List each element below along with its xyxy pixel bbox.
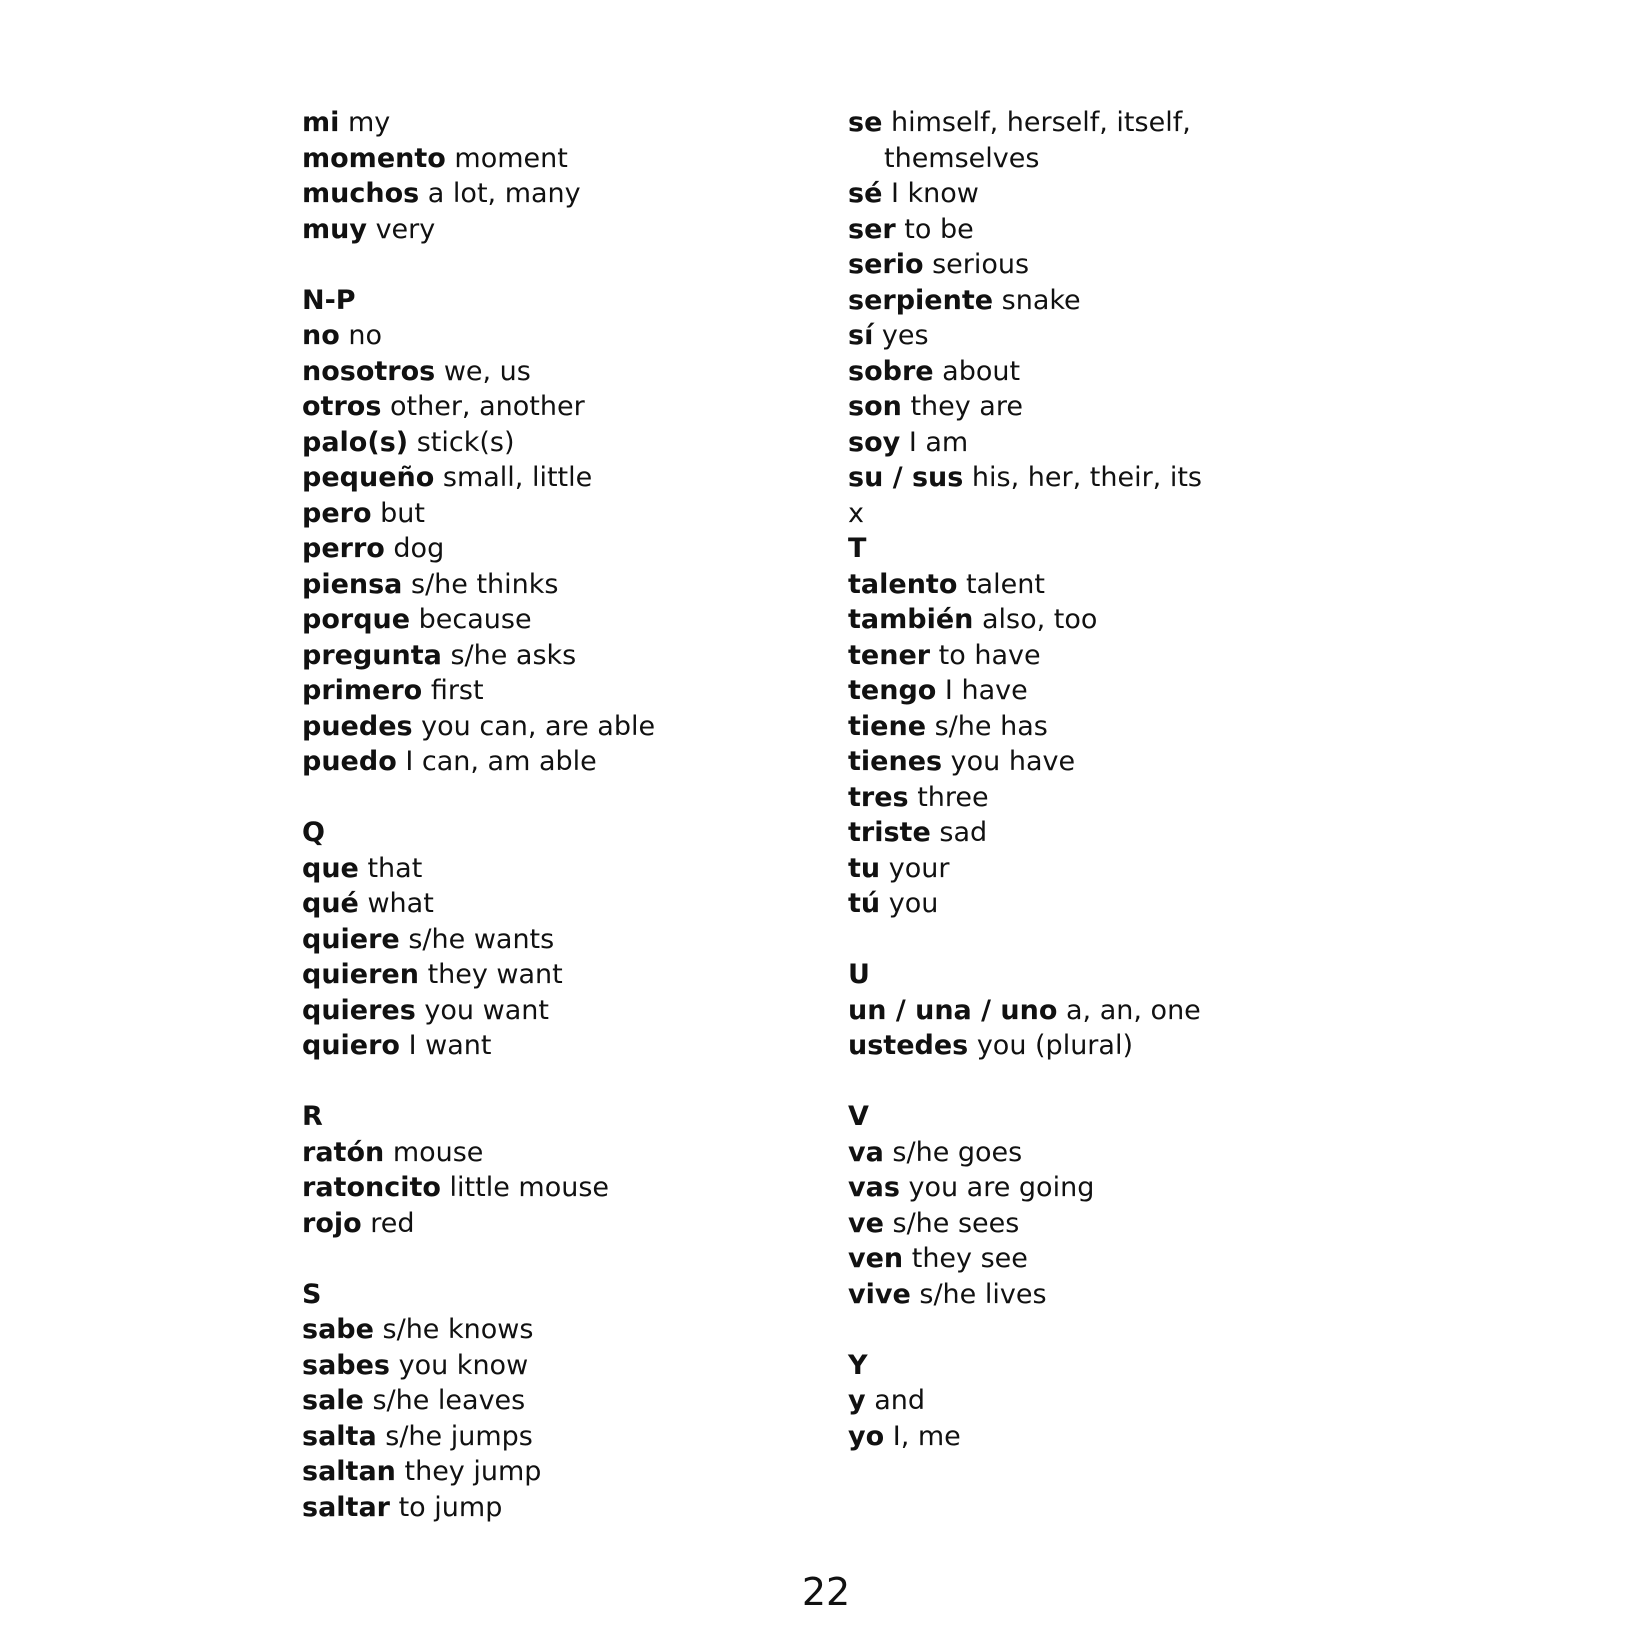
headword: qué [302, 888, 359, 919]
section-heading: Q [302, 817, 325, 848]
headword: ven [848, 1243, 904, 1274]
glossary-entry [848, 602, 1368, 638]
headword: tiene [848, 710, 927, 742]
definition: yes [881, 320, 929, 351]
glossary-entry [302, 1135, 822, 1171]
headword: son [848, 391, 902, 422]
glossary-entry [302, 460, 822, 496]
glossary-entry [302, 709, 822, 745]
definition: a, an, one [1066, 994, 1201, 1026]
definition: what [367, 888, 434, 919]
definition: a lot, many [427, 178, 581, 209]
definition: x [848, 497, 864, 529]
headword: ve [848, 1207, 884, 1239]
glossary-entry [302, 425, 822, 461]
glossary-entry [848, 815, 1368, 851]
headword: tres [848, 781, 909, 813]
headword: muy [302, 213, 367, 245]
glossary-entry [848, 709, 1368, 745]
definition: they are [910, 391, 1023, 422]
glossary-entry [302, 1206, 822, 1242]
glossary-entry [848, 1028, 1368, 1064]
definition: to jump [398, 1491, 503, 1523]
definition: you want [424, 994, 549, 1026]
glossary-entry [848, 176, 1368, 212]
headword: ser [848, 213, 896, 245]
glossary-entry [302, 1348, 822, 1384]
definition: also, too [981, 604, 1098, 635]
definition: you [888, 888, 939, 919]
glossary-entry [302, 389, 822, 425]
headword: su / sus [848, 462, 964, 493]
glossary-entry [302, 318, 822, 354]
definition: mouse [392, 1136, 484, 1168]
headword: ratoncito [302, 1172, 441, 1203]
definition: talent [965, 568, 1045, 600]
definition: to have [938, 639, 1041, 671]
definition: s/he has [934, 710, 1048, 742]
headword: sabe [302, 1314, 374, 1345]
definition: I have [944, 675, 1028, 706]
definition: and [874, 1385, 925, 1416]
glossary-section [302, 1277, 822, 1526]
headword: quiero [302, 1030, 400, 1061]
glossary-section [848, 1348, 1368, 1455]
section-heading: T [848, 533, 867, 564]
glossary-entry [848, 1170, 1368, 1206]
section-heading: Y [848, 1349, 868, 1381]
section-heading: R [302, 1101, 323, 1132]
glossary-entry [302, 141, 822, 177]
headword: mi [302, 107, 340, 138]
headword: saltan [302, 1456, 396, 1487]
glossary-entry [302, 496, 822, 532]
headword: saltar [302, 1491, 390, 1523]
glossary-entry [848, 212, 1368, 248]
headword: pero [302, 497, 372, 529]
definition: you have [950, 746, 1076, 777]
definition: s/he thinks [411, 568, 559, 600]
headword: momento [302, 142, 446, 174]
headword: quiere [302, 923, 400, 955]
definition: himself, herself, itself, [890, 107, 1191, 138]
definition: I want [408, 1030, 492, 1061]
glossary-entry [848, 638, 1368, 674]
page-number: 22 [801, 1570, 851, 1614]
section-heading: U [848, 959, 870, 990]
headword: pregunta [302, 639, 442, 671]
headword: un / una / uno [848, 994, 1058, 1026]
definition: no [348, 320, 383, 351]
definition: s/he lives [919, 1278, 1047, 1310]
headword: palo(s) [302, 426, 409, 458]
definition: you know [398, 1349, 529, 1381]
headword: tu [848, 852, 881, 884]
glossary-entry [848, 851, 1368, 887]
glossary-entry [848, 425, 1368, 461]
headword: porque [302, 604, 411, 635]
definition: I know [890, 178, 979, 209]
glossary-entry [848, 567, 1368, 603]
headword: piensa [302, 568, 403, 600]
glossary-entry [302, 1028, 822, 1064]
headword: serpiente [848, 284, 994, 316]
headword: se [848, 107, 883, 138]
glossary-entry [302, 922, 822, 958]
definition: to be [904, 213, 974, 245]
definition: your [888, 852, 950, 884]
glossary-entry [302, 176, 822, 212]
definition: I am [908, 426, 969, 458]
glossary-entry [302, 851, 822, 887]
definition: you can, are able [421, 710, 656, 742]
definition: because [418, 604, 532, 635]
glossary-entry [848, 460, 1368, 496]
glossary-entry [302, 105, 822, 141]
definition: three [917, 781, 989, 813]
glossary-section [848, 105, 1368, 531]
glossary-entry [302, 1170, 822, 1206]
glossary-entry [302, 638, 822, 674]
glossary-entry [302, 1490, 822, 1526]
definition: first [430, 675, 484, 706]
glossary-entry [848, 744, 1368, 780]
definition: s/he knows [382, 1314, 534, 1345]
glossary-entry [848, 993, 1368, 1029]
headword: sí [848, 320, 874, 351]
glossary-entry [848, 886, 1368, 922]
glossary-entry [302, 993, 822, 1029]
glossary-entry [848, 1135, 1368, 1171]
definition: they see [911, 1243, 1028, 1274]
glossary-entry [848, 283, 1368, 319]
glossary-entry [302, 602, 822, 638]
glossary-entry [848, 780, 1368, 816]
glossary-entry [848, 354, 1368, 390]
headword: tengo [848, 675, 937, 706]
headword: sabes [302, 1349, 391, 1381]
glossary-entry [302, 531, 822, 567]
headword: otros [302, 391, 382, 422]
definition: my [347, 107, 391, 138]
definition: small, little [442, 462, 593, 493]
glossary-entry [302, 1419, 822, 1455]
definition: s/he wants [408, 923, 555, 955]
glossary-entry [302, 673, 822, 709]
definition: red [370, 1207, 415, 1239]
glossary-entry [848, 1419, 1368, 1455]
headword: nosotros [302, 355, 436, 387]
glossary-entry [848, 1206, 1368, 1242]
definition-continuation: themselves [884, 142, 1040, 174]
headword: soy [848, 426, 901, 458]
headword: perro [302, 533, 385, 564]
headword: quieren [302, 959, 419, 990]
headword: y [848, 1385, 866, 1416]
definition: very [375, 213, 436, 245]
headword: va [848, 1136, 884, 1168]
headword: puedo [302, 746, 397, 777]
headword: pequeño [302, 462, 435, 493]
section-heading: N-P [302, 284, 356, 316]
headword: tienes [848, 746, 943, 777]
definition: you (plural) [976, 1030, 1133, 1061]
glossary-section [302, 105, 822, 247]
glossary-entry [302, 1383, 822, 1419]
headword: vive [848, 1278, 911, 1310]
definition: I can, am able [405, 746, 597, 777]
headword: vas [848, 1172, 900, 1203]
glossary-entry [848, 105, 1368, 141]
definition: serious [932, 249, 1030, 280]
headword: quieres [302, 994, 416, 1026]
glossary-section [848, 531, 1368, 922]
headword: serio [848, 249, 924, 280]
glossary-entry [302, 1454, 822, 1490]
glossary-section [302, 283, 822, 780]
headword: triste [848, 817, 931, 848]
definition: s/he goes [892, 1136, 1023, 1168]
headword: ustedes [848, 1030, 969, 1061]
definition: they jump [404, 1456, 542, 1487]
glossary-section [848, 1099, 1368, 1312]
glossary-section [848, 957, 1368, 1064]
headword: sale [302, 1385, 364, 1416]
headword: tú [848, 888, 881, 919]
glossary-section [302, 1099, 822, 1241]
definition: about [942, 355, 1021, 387]
glossary-entry [302, 744, 822, 780]
section-heading: V [848, 1101, 869, 1132]
glossary-entry [848, 247, 1368, 283]
glossary-right-column [848, 105, 1368, 1490]
definition: that [367, 852, 423, 884]
glossary-entry [302, 354, 822, 390]
glossary-section [302, 815, 822, 1064]
glossary-entry [848, 1383, 1368, 1419]
headword: no [302, 320, 340, 351]
definition: s/he jumps [385, 1420, 533, 1452]
glossary-entry [302, 567, 822, 603]
headword: talento [848, 568, 958, 600]
glossary-entry [302, 212, 822, 248]
definition: little mouse [449, 1172, 610, 1203]
headword: salta [302, 1420, 377, 1452]
definition: dog [393, 533, 445, 564]
definition: snake [1001, 284, 1081, 316]
section-heading: S [302, 1278, 322, 1310]
definition: s/he sees [892, 1207, 1020, 1239]
headword: que [302, 852, 359, 884]
headword: sobre [848, 355, 934, 387]
headword: sé [848, 178, 883, 209]
definition: I, me [892, 1420, 961, 1452]
headword: también [848, 604, 974, 635]
headword: primero [302, 675, 423, 706]
glossary-left-column [302, 105, 822, 1561]
glossary-entry [848, 673, 1368, 709]
definition: stick(s) [416, 426, 515, 458]
definition: other, another [390, 391, 585, 422]
headword: muchos [302, 178, 420, 209]
definition: s/he leaves [372, 1385, 526, 1416]
glossary-entry [302, 1312, 822, 1348]
definition: moment [454, 142, 568, 174]
definition: his, her, their, its [971, 462, 1202, 493]
glossary-entry [848, 1241, 1368, 1277]
definition: we, us [443, 355, 531, 387]
definition: sad [939, 817, 988, 848]
definition: they want [427, 959, 563, 990]
headword: tener [848, 639, 931, 671]
headword: puedes [302, 710, 413, 742]
glossary-entry [302, 957, 822, 993]
definition: but [380, 497, 425, 529]
headword: yo [848, 1420, 885, 1452]
definition: s/he asks [450, 639, 577, 671]
glossary-entry [302, 886, 822, 922]
headword: rojo [302, 1207, 362, 1239]
glossary-entry [848, 1277, 1368, 1313]
glossary-entry [848, 318, 1368, 354]
headword: ratón [302, 1136, 385, 1168]
glossary-entry [848, 389, 1368, 425]
glossary-entry [848, 496, 1368, 532]
definition: you are going [908, 1172, 1095, 1203]
